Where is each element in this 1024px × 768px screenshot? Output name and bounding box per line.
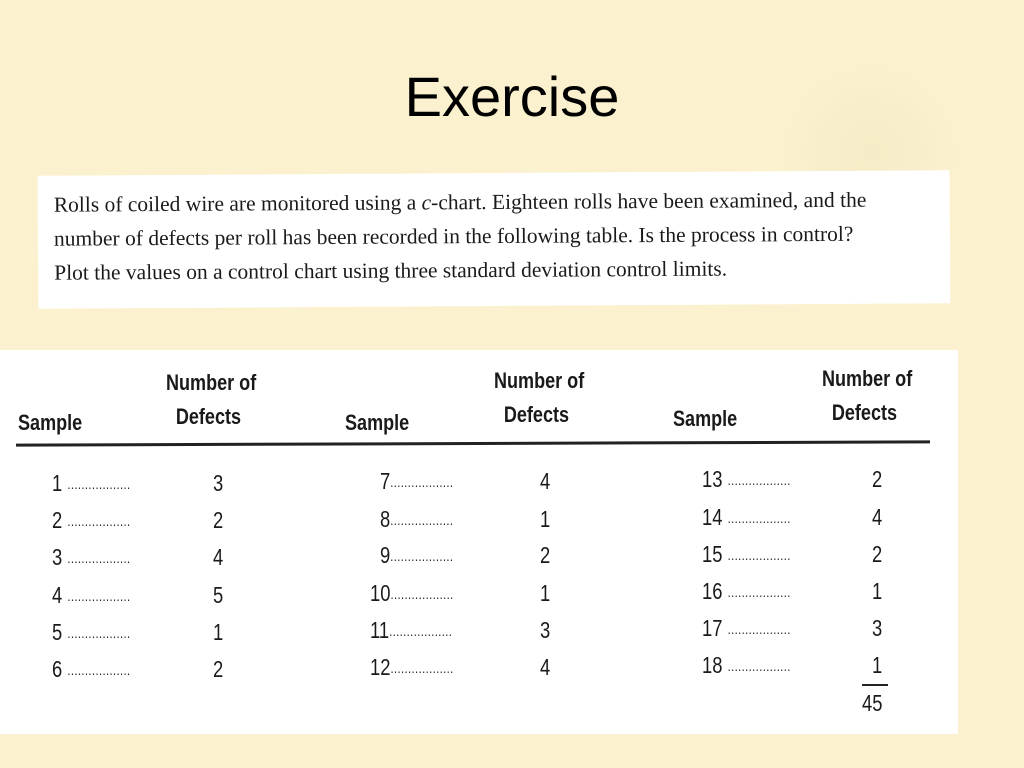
defects-value: 4	[213, 544, 224, 570]
header-defects-1: Number of Defects	[166, 370, 257, 429]
table-row: 8..................	[380, 506, 454, 532]
defects-value: 3	[540, 617, 551, 643]
total-rule	[862, 684, 888, 686]
header-rule	[16, 440, 930, 446]
defects-value: 2	[872, 466, 883, 492]
header-defects-3: Number of Defects	[822, 366, 913, 425]
problem-line-1: Rolls of coiled wire are monitored using a c-chart. Eighteen rolls have been examined, and the	[53, 187, 867, 217]
defects-total: 45	[862, 690, 883, 716]
table-row: 4 ..................	[52, 582, 131, 608]
table-row: 3 ..................	[52, 544, 131, 570]
table-row: 1 ..................	[52, 470, 131, 496]
defects-value: 3	[213, 470, 224, 496]
problem-line-2: number of defects per roll has been recorded in the following table. Is the process in control?	[53, 221, 854, 251]
table-row: 7..................	[380, 468, 454, 494]
header-sample-1: Sample	[18, 410, 83, 435]
table-row: 6 ..................	[52, 656, 131, 682]
defects-value: 4	[540, 654, 551, 680]
table-row: 5 ..................	[52, 619, 131, 645]
table-row: 13 ..................	[702, 466, 791, 492]
defects-value: 4	[540, 468, 551, 494]
defects-value: 1	[872, 578, 883, 604]
header-sample-3: Sample	[673, 406, 738, 431]
defects-value: 1	[872, 652, 883, 678]
defects-value: 2	[540, 542, 551, 568]
defects-value: 4	[872, 504, 883, 530]
defects-value: 3	[872, 615, 883, 641]
table-row: 18 ..................	[702, 652, 791, 678]
table-row: 12..................	[370, 654, 454, 680]
problem-line-3: Plot the values on a control chart using three standard deviation control limits.	[54, 256, 728, 285]
defects-table	[0, 350, 958, 734]
defects-value: 1	[213, 619, 224, 645]
table-row: 11..................	[370, 617, 453, 643]
defects-value: 2	[872, 541, 883, 567]
header-sample-2: Sample	[345, 410, 410, 435]
defects-value: 5	[213, 582, 224, 608]
slide-title: Exercise	[404, 65, 620, 128]
table-row: 10..................	[370, 580, 454, 606]
table-row: 15 ..................	[702, 541, 791, 567]
table-row: 17 ..................	[702, 615, 791, 641]
header-defects-2: Number of Defects	[494, 368, 585, 427]
defects-value: 2	[213, 507, 224, 533]
table-row: 14 ..................	[702, 504, 791, 530]
table-row: 16 ..................	[702, 578, 791, 604]
defects-value: 1	[540, 580, 551, 606]
defects-value: 1	[540, 506, 551, 532]
problem-statement	[38, 170, 951, 309]
defects-value: 2	[213, 656, 224, 682]
table-row: 9..................	[380, 542, 454, 568]
table-row: 2 ..................	[52, 507, 131, 533]
